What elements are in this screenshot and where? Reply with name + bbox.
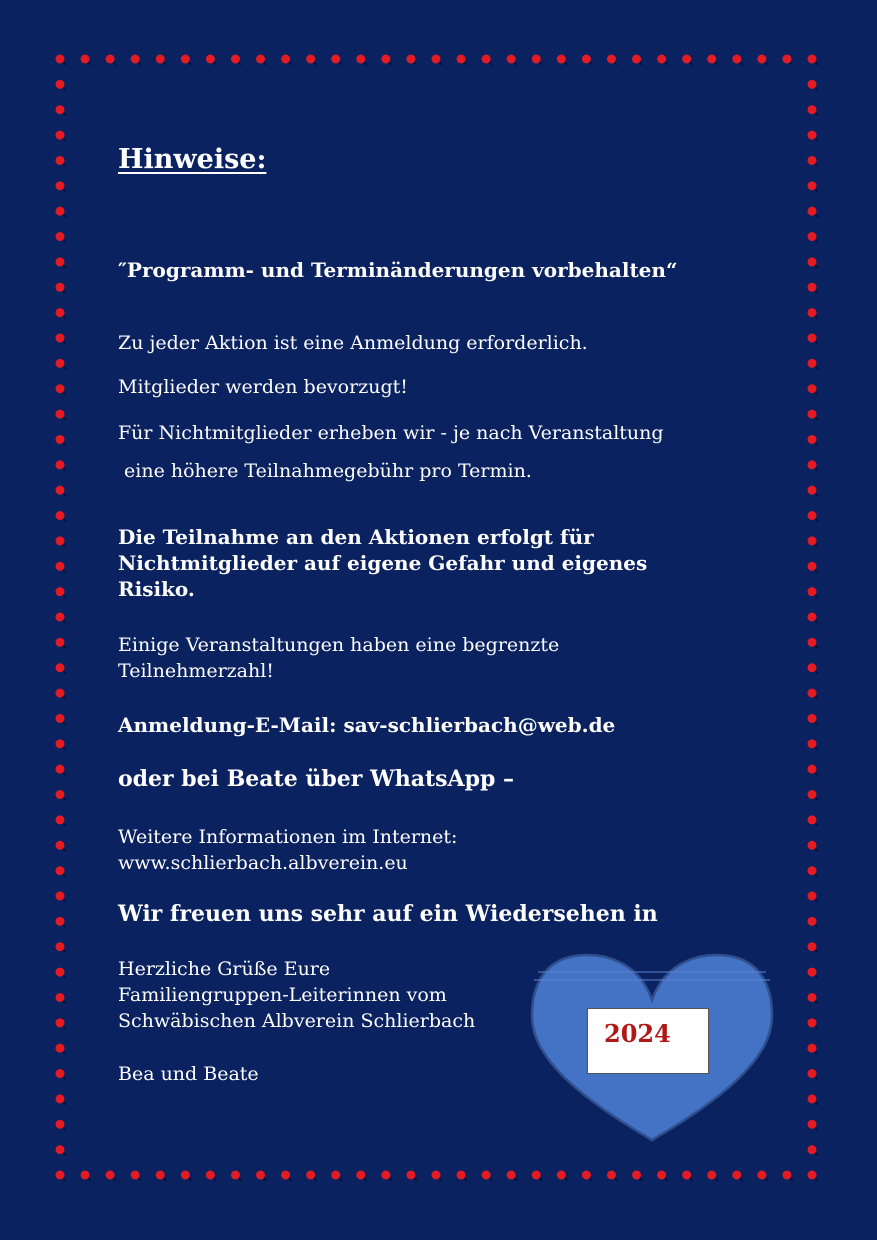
border-dot: [808, 917, 817, 926]
border-dot: [607, 55, 616, 64]
border-dot: [507, 1171, 516, 1180]
border-dot: [808, 384, 817, 393]
border-dot: [331, 1171, 340, 1180]
border-dot: [808, 866, 817, 875]
border-dot: [131, 1171, 140, 1180]
border-dot: [56, 486, 65, 495]
border-dot: [808, 536, 817, 545]
whatsapp-text: oder bei Beate über WhatsApp –: [118, 766, 514, 792]
border-dot: [81, 1171, 90, 1180]
year-badge: [587, 1008, 709, 1074]
border-dot: [256, 1171, 265, 1180]
greeting-line3: Schwäbischen Albverein Schlierbach: [118, 1010, 476, 1032]
border-dot: [808, 714, 817, 723]
border-dot: [156, 1171, 165, 1180]
border-dot: [56, 1120, 65, 1129]
border-dot: [56, 105, 65, 114]
border-dot: [56, 638, 65, 647]
border-dot: [532, 55, 541, 64]
border-dot: [206, 1171, 215, 1180]
border-dot: [306, 55, 315, 64]
border-dot: [808, 257, 817, 266]
border-dot: [808, 739, 817, 748]
border-dot: [808, 1171, 817, 1180]
border-dot: [281, 1171, 290, 1180]
border-dot: [156, 55, 165, 64]
border-dot: [557, 55, 566, 64]
border-dot: [131, 55, 140, 64]
border-dot: [206, 55, 215, 64]
border-dot: [306, 1171, 315, 1180]
border-dot: [808, 1069, 817, 1078]
border-dot: [532, 1171, 541, 1180]
border-dot: [81, 55, 90, 64]
border-dot: [56, 511, 65, 520]
border-dot: [808, 156, 817, 165]
border-dot: [808, 460, 817, 469]
border-dot: [808, 587, 817, 596]
website-url: www.schlierbach.albverein.eu: [118, 852, 408, 874]
border-dot: [56, 1018, 65, 1027]
border-dot: [808, 207, 817, 216]
border-dot: [56, 283, 65, 292]
border-dot: [56, 815, 65, 824]
border-dot: [56, 232, 65, 241]
border-dot: [56, 689, 65, 698]
border-dot: [181, 1171, 190, 1180]
border-dot: [482, 55, 491, 64]
border-dot: [106, 55, 115, 64]
border-dot: [808, 410, 817, 419]
greeting-block: [118, 956, 475, 1034]
border-dot: [808, 511, 817, 520]
greeting-line2: Familiengruppen-Leiterinnen vom: [118, 984, 447, 1006]
border-dot: [56, 156, 65, 165]
website-info-line1: Weitere Informationen im Internet:: [118, 826, 458, 848]
border-dot: [808, 1120, 817, 1129]
border-dot: [808, 993, 817, 1002]
border-dot: [56, 613, 65, 622]
border-dot: [281, 55, 290, 64]
border-dot: [56, 790, 65, 799]
border-dot: [808, 1145, 817, 1154]
border-dot: [782, 55, 791, 64]
border-dot: [56, 739, 65, 748]
border-dot: [657, 55, 666, 64]
border-dot: [56, 714, 65, 723]
border-dot: [406, 55, 415, 64]
border-dot: [56, 359, 65, 368]
border-dot: [181, 55, 190, 64]
border-dot: [56, 562, 65, 571]
border-dot: [808, 283, 817, 292]
border-dot: [457, 1171, 466, 1180]
border-dot: [56, 663, 65, 672]
border-dot: [356, 1171, 365, 1180]
border-dot: [632, 55, 641, 64]
border-dot: [808, 359, 817, 368]
border-dot: [808, 1018, 817, 1027]
border-dot: [56, 131, 65, 140]
border-dot: [808, 942, 817, 951]
border-dot: [808, 790, 817, 799]
border-dot: [56, 80, 65, 89]
border-dot: [381, 55, 390, 64]
border-dot: [782, 1171, 791, 1180]
border-dot: [56, 207, 65, 216]
border-dot: [56, 55, 65, 64]
border-dot: [56, 384, 65, 393]
border-dot: [56, 968, 65, 977]
border-dot: [757, 55, 766, 64]
border-dot: [56, 1171, 65, 1180]
border-dot: [56, 866, 65, 875]
border-dot: [331, 55, 340, 64]
limited-line2: Teilnehmerzahl!: [118, 660, 274, 682]
limited-line1: Einige Veranstaltungen haben eine begrenzte: [118, 634, 560, 656]
border-dot: [231, 1171, 240, 1180]
risk-notice-line1: Die Teilnahme an den Aktionen erfolgt für: [118, 525, 594, 549]
border-dot: [56, 308, 65, 317]
border-dot: [457, 55, 466, 64]
border-dot: [56, 1044, 65, 1053]
border-dot: [808, 968, 817, 977]
border-dot: [432, 1171, 441, 1180]
border-dot: [808, 232, 817, 241]
border-dot: [808, 815, 817, 824]
border-dot: [356, 55, 365, 64]
risk-notice-line3: Risiko.: [118, 577, 195, 601]
members-preferred-text: Mitglieder werden bevorzugt!: [118, 376, 408, 398]
border-dot: [106, 1171, 115, 1180]
border-dot: [808, 892, 817, 901]
border-dot: [808, 689, 817, 698]
border-dot: [808, 181, 817, 190]
border-dot: [256, 55, 265, 64]
border-dot: [56, 1145, 65, 1154]
border-dot: [808, 841, 817, 850]
border-dot: [732, 55, 741, 64]
border-dot: [808, 765, 817, 774]
border-dot: [557, 1171, 566, 1180]
border-dot: [381, 1171, 390, 1180]
border-dot: [808, 334, 817, 343]
nonmember-fee-text-line1: Für Nichtmitglieder erheben wir - je nach Veranstaltung: [118, 422, 664, 444]
registration-required-text: Zu jeder Aktion ist eine Anmeldung erforderlich.: [118, 332, 588, 354]
border-dot: [432, 55, 441, 64]
border-dot: [582, 55, 591, 64]
border-dot: [56, 410, 65, 419]
border-dot: [808, 308, 817, 317]
border-dot: [56, 334, 65, 343]
border-dot: [808, 131, 817, 140]
risk-notice-line2: Nichtmitglieder auf eigene Gefahr und eigenes: [118, 551, 648, 575]
nonmember-fee-text-line2: eine höhere Teilnahmegebühr pro Termin.: [118, 460, 532, 482]
border-dot: [707, 1171, 716, 1180]
registration-email-text: Anmeldung-E-Mail: sav-schlierbach@web.de: [118, 713, 616, 737]
border-dot: [607, 1171, 616, 1180]
border-dot: [808, 638, 817, 647]
border-dot: [406, 1171, 415, 1180]
border-dot: [732, 1171, 741, 1180]
border-dot: [56, 993, 65, 1002]
website-info: [118, 824, 457, 876]
border-dot: [808, 80, 817, 89]
border-dot: [56, 587, 65, 596]
border-dot: [808, 1044, 817, 1053]
signature: Bea und Beate: [118, 1063, 259, 1085]
border-dot: [482, 1171, 491, 1180]
border-dot: [808, 562, 817, 571]
border-dot: [56, 257, 65, 266]
border-dot: [808, 55, 817, 64]
border-dot: [56, 892, 65, 901]
closing-line: Wir freuen uns sehr auf ein Wiedersehen in: [118, 901, 658, 927]
limited-participants-notice: [118, 632, 559, 684]
border-dot: [707, 55, 716, 64]
border-dot: [632, 1171, 641, 1180]
risk-notice: [118, 524, 647, 602]
border-dot: [582, 1171, 591, 1180]
border-dot: [56, 917, 65, 926]
border-dot: [56, 536, 65, 545]
border-dot: [507, 55, 516, 64]
border-dot: [56, 942, 65, 951]
border-dot: [682, 55, 691, 64]
border-dot: [56, 1069, 65, 1078]
page-heading: Hinweise:: [118, 144, 267, 175]
border-dot: [808, 663, 817, 672]
greeting-line1: Herzliche Grüße Eure: [118, 958, 331, 980]
border-dot: [808, 435, 817, 444]
border-dot: [56, 181, 65, 190]
border-dot: [808, 613, 817, 622]
border-dot: [808, 105, 817, 114]
year-badge-text: 2024: [604, 1019, 671, 1048]
border-dot: [56, 765, 65, 774]
border-dot: [682, 1171, 691, 1180]
border-dot: [56, 1094, 65, 1103]
border-dot: [56, 460, 65, 469]
border-dot: [657, 1171, 666, 1180]
border-dot: [808, 1094, 817, 1103]
border-dot: [56, 435, 65, 444]
change-notice: ″Programm- und Terminänderungen vorbehalten“: [118, 258, 678, 282]
border-dot: [231, 55, 240, 64]
border-dot: [757, 1171, 766, 1180]
border-dot: [808, 486, 817, 495]
border-dot: [56, 841, 65, 850]
